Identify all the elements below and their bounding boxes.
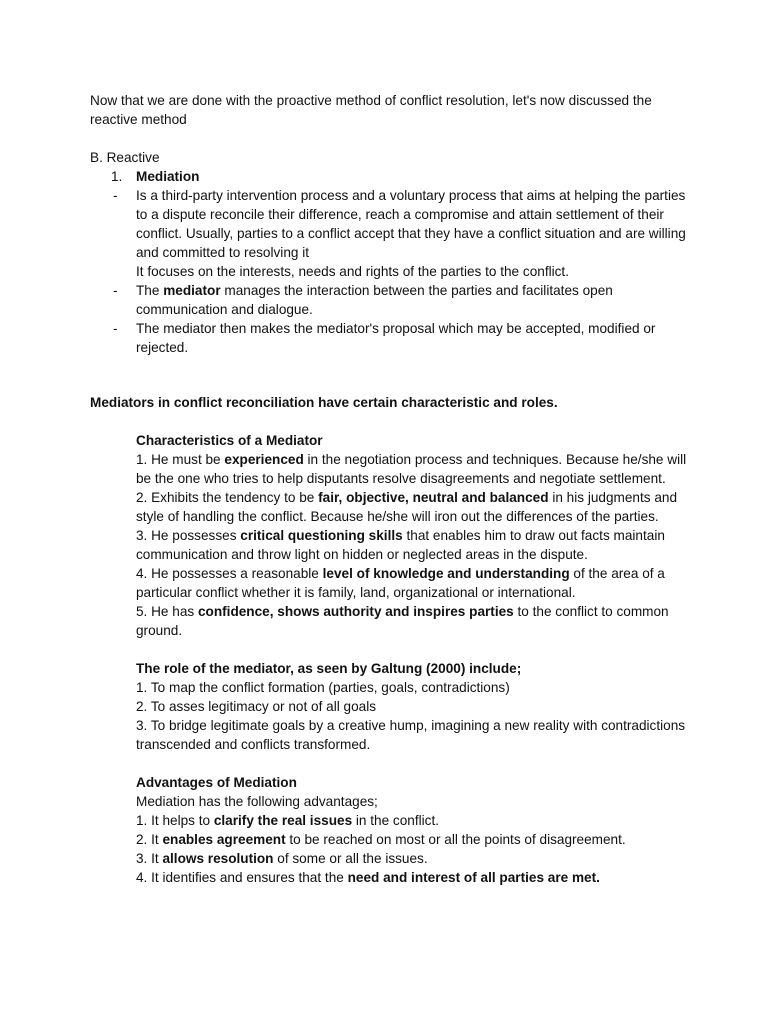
numbered-item-mediation <box>90 167 690 186</box>
advantages-title: Advantages of Mediation <box>136 775 297 790</box>
document-page <box>90 91 690 887</box>
characteristics-section <box>90 431 690 887</box>
role-item: 2. To asses legitimacy or not of all goals <box>136 699 377 714</box>
advantage-item: 2. It enables agreement to be reached on most or all the points of disagreement. <box>136 832 626 847</box>
role-item: 3. To bridge legitimate goals by a creative hump, imagining a new reality with contradictions transcended and conflicts transformed. <box>136 718 686 752</box>
intro-paragraph: Now that we are done with the proactive method of conflict resolution, let's now discussed the reactive method <box>90 93 652 127</box>
advantage-item: 1. It helps to clarify the real issues in the conflict. <box>136 813 440 828</box>
characteristic-item: 4. He possesses a reasonable level of knowledge and understanding of the area of a particular conflict whether it is family, land, organizational or international. <box>136 566 665 600</box>
bullet-dash: - <box>113 321 118 336</box>
characteristic-item: 2. Exhibits the tendency to be fair, objective, neutral and balanced in his judgments and style of handling the conflict. Because he/she will iron out the differences of the parties. <box>136 490 678 524</box>
advantage-item: 4. It identifies and ensures that the need and interest of all parties are met. <box>136 870 600 885</box>
section-b-heading: B. Reactive <box>90 150 160 165</box>
bullet-item <box>90 281 690 319</box>
characteristic-item: 1. He must be experienced in the negotiation process and techniques. Because he/she will be the one who tries to help disputants resolve disagreements and negotiate settlement. <box>136 452 687 486</box>
bullet-item <box>90 186 690 281</box>
bullet-text: The mediator then makes the mediator's proposal which may be accepted, modified or rejected. <box>136 321 656 355</box>
bullet-item <box>90 319 690 357</box>
bullet-continuation: It focuses on the interests, needs and rights of the parties to the conflict. <box>136 264 569 279</box>
advantages-intro: Mediation has the following advantages; <box>136 794 378 809</box>
bullet-dash: - <box>113 188 118 203</box>
item-title: Mediation <box>136 169 200 184</box>
advantage-item: 3. It allows resolution of some or all the issues. <box>136 851 428 866</box>
characteristic-item: 5. He has confidence, shows authority and inspires parties to the conflict to common ground. <box>136 604 669 638</box>
role-title: The role of the mediator, as seen by Galtung (2000) include; <box>136 661 522 676</box>
role-item: 1. To map the conflict formation (parties, goals, contradictions) <box>136 680 510 695</box>
bullet-dash: - <box>113 283 118 298</box>
characteristic-item: 3. He possesses critical questioning skills that enables him to draw out facts maintain communication and throw light on hidden or neglected areas in the dispute. <box>136 528 665 562</box>
bullet-text: The mediator manages the interaction between the parties and facilitates open communication and dialogue. <box>136 283 613 317</box>
characteristics-title: Characteristics of a Mediator <box>136 433 323 448</box>
mediators-statement: Mediators in conflict reconciliation have certain characteristic and roles. <box>90 395 558 410</box>
item-number: 1. <box>111 169 123 184</box>
bullet-text: Is a third-party intervention process and a voluntary process that aims at helping the parties to a dispute reconcile their difference, reach a compromise and attain settlement of their conflict. Usually, parties to a conflict accept that they have a conflict situation and are willing and committed to resolving it <box>136 188 686 260</box>
